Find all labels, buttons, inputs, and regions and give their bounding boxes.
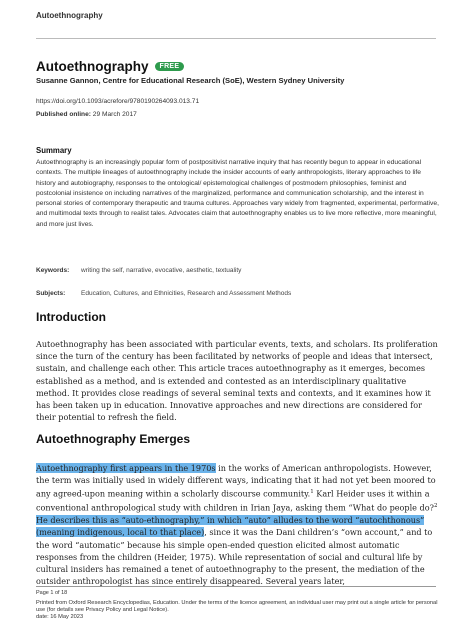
subjects-row: [36, 290, 291, 297]
published-value: 29 March 2017: [92, 111, 137, 118]
footer-note: [36, 600, 446, 621]
emerges-text-3: , since it was the Dani children’s “own account,” and to the word “automatic” because his simple open-ended question elicited almost automatic responses from the children (Heider, 1975). While representation of social and cultural life by cultural insiders has remained a tenet of autoethnography to the present, the mediation of the outsider anthropologist has since entirely disappeared. Several years later,: [36, 527, 433, 587]
footnote-ref-2[interactable]: 2: [433, 503, 438, 510]
header-divider: [36, 38, 436, 39]
title-row: [36, 59, 184, 74]
article-title: Autoethnography: [36, 59, 149, 74]
subjects-label: Subjects:: [36, 290, 66, 297]
article-authors: Susanne Gannon, Centre for Educational Research (SoE), Western Sydney University: [36, 76, 345, 85]
introduction-heading: Introduction: [36, 310, 106, 324]
free-badge: FREE: [155, 62, 185, 71]
introduction-text: Autoethnography has been associated with particular events, texts, and scholars. Its proliferation since the turn of the century has been facilitated by networks of people and ideas that intersect, sustain, and challenge each other. This article traces autoethnography as it emerges, becomes established as a method, and is extended and contested as an interdisciplinary qualitative method. It provides close readings of several seminal texts and contexts, and it examines how it has been taken up in education. Innovative approaches and new directions are considered for their potential to refresh the field.: [36, 339, 438, 423]
summary-text: Autoethnography is an increasingly popular form of postpositivist narrative inquiry that has recently begun to appear in educational contexts. The multiple lineages of autoethnography include the insider accounts of early anthropologists, literary approaches to life history and autobiography, responses to the ontological/ epistemological challenges of postmodern philosophies, feminist and postcolonial insistence on including narratives of the marginalized, performance and communication scholarship, and the interest in personal stories of contemporary therapeutic and trauma cultures. Approaches vary widely from fragmented, experimental, performative, and multimodal texts through to realist tales. Advocates claim that autoethnography enables us to live more reflective, more meaningful, and more just lives.: [36, 159, 439, 228]
highlight-1[interactable]: Autoethnography first appears in the 1970s: [36, 463, 216, 473]
footer-divider: [36, 586, 436, 587]
page-number: Page 1 of 18: [36, 590, 68, 596]
published-date: [36, 111, 137, 118]
running-head: Autoethnography: [36, 11, 103, 20]
footer-date: date: 16 May 2023: [36, 614, 84, 620]
keywords-label: Keywords:: [36, 267, 70, 274]
doi-link[interactable]: https://doi.org/10.1093/acrefore/9780190264093.013.71: [36, 98, 200, 105]
summary-heading: Summary: [36, 146, 72, 155]
highlight-2[interactable]: He describes this as “auto-ethnography,” in which “auto” alludes to the word “autochthonous” (meaning indigenous, local to that place): [36, 515, 425, 538]
emerges-text-2: Karl Heider uses it within a conventional anthropological study with children in Irian Jaya, asking them “What do people do?: [36, 489, 434, 513]
subjects-value: Education, Cultures, and Ethnicities, Research and Assessment Methods: [81, 290, 292, 297]
emerges-text-1: in the works of American anthropologists. However, the term was initially used in widely different ways, indicating that it had not yet been moored to any agreed-upon meaning within a scholarly discourse community.: [36, 463, 436, 500]
emerges-heading: Autoethnography Emerges: [36, 432, 191, 446]
emerges-text: [36, 462, 440, 587]
keywords-row: [36, 267, 241, 274]
published-label: Published online:: [36, 111, 91, 118]
footer-licence: Printed from Oxford Research Encyclopedias, Education. Under the terms of the licence agreement, an individual user may print out a single article for personal use (for details see Privacy Policy and Legal Notice).: [36, 600, 438, 613]
footnote-ref-1[interactable]: 1: [310, 489, 314, 496]
keywords-value: writing the self, narrative, evocative, aesthetic, textuality: [81, 267, 242, 274]
